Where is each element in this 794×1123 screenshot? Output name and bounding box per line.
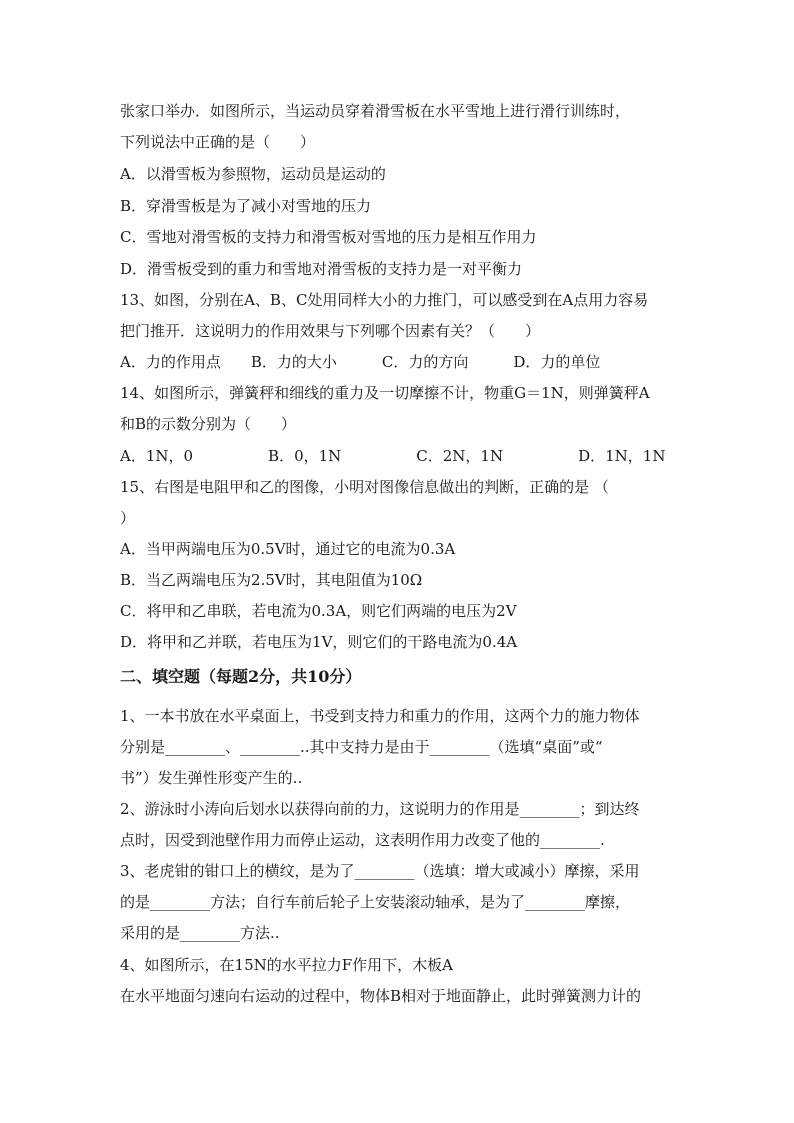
question-13: 13、如图，分别在A、B、C处用同样大小的力推门，可以感受到在A点用力容易: [120, 291, 649, 309]
question-15-option-b: B．当乙两端电压为2.5V时，其电阻值为10Ω: [120, 571, 423, 589]
question-14-cont: 和B的示数分别为（ ）: [120, 415, 297, 433]
fill-3-end: 采用的是________方法..: [120, 924, 280, 942]
fill-1-cont: 分别是________、________..其中支持力是由于________（选填“桌面”或“: [120, 738, 603, 756]
question-14-options: A．1N，0 B．0，1N C．2N，1N D．1N，1N: [120, 447, 666, 465]
question-15-option-c: C．将甲和乙串联，若电流为0.3A，则它们两端的电压为2V: [120, 602, 517, 620]
question-13-cont: 把门推开．这说明力的作用效果与下列哪个因素有关？（ ）: [120, 322, 541, 340]
fill-1-end: 书”）发生弹性形变产生的..: [120, 769, 303, 787]
question-14: 14、如图所示，弹簧秤和细线的重力及一切摩擦不计，物重G＝1N，则弹簧秤A: [120, 384, 650, 402]
option-a: A．以滑雪板为参照物，运动员是运动的: [120, 165, 386, 183]
text-line-2: 下列说法中正确的是（ ）: [120, 133, 316, 151]
option-c: C．雪地对滑雪板的支持力和滑雪板对雪地的压力是相互作用力: [120, 228, 537, 246]
fill-3: 3、老虎钳的钳口上的横纹，是为了________（选填：增大或减小）摩擦，采用: [120, 862, 640, 880]
fill-4: 4、如图所示，在15N的水平拉力F作用下，木板A: [120, 956, 453, 974]
fill-3-cont: 的是________方法；自行车前后轮子上安装滚动轴承，是为了________摩擦，: [120, 893, 631, 911]
fill-2: 2、游泳时小涛向后划水以获得向前的力，这说明力的作用是________；到达终: [120, 800, 640, 818]
fill-1: 1、一本书放在水平桌面上，书受到支持力和重力的作用，这两个力的施力物体: [120, 707, 640, 725]
section-heading: 二、填空题（每题2分，共10分）: [120, 667, 362, 686]
question-13-options: A．力的作用点 B．力的大小 C．力的方向 D．力的单位: [120, 353, 601, 371]
option-b: B．穿滑雪板是为了减小对雪地的压力: [120, 197, 372, 215]
question-15: 15、右图是电阻甲和乙的图像，小明对图像信息做出的判断，正确的是 （: [120, 478, 609, 496]
fill-2-cont: 点时，因受到池壁作用力而停止运动，这表明作用力改变了他的________.: [120, 831, 605, 849]
question-15-option-d: D．将甲和乙并联，若电压为1V，则它们的干路电流为0.4A: [120, 633, 518, 651]
question-15-option-a: A．当甲两端电压为0.5V时，通过它的电流为0.3A: [120, 540, 456, 558]
question-15-cont: ）: [120, 509, 136, 527]
text-line-1: 张家口举办．如图所示，当运动员穿着滑雪板在水平雪地上进行滑行训练时，: [120, 102, 631, 120]
fill-4-cont: 在水平地面匀速向右运动的过程中，物体B相对于地面静止，此时弹簧测力计的: [120, 987, 642, 1005]
option-d: D．滑雪板受到的重力和雪地对滑雪板的支持力是一对平衡力: [120, 260, 523, 278]
